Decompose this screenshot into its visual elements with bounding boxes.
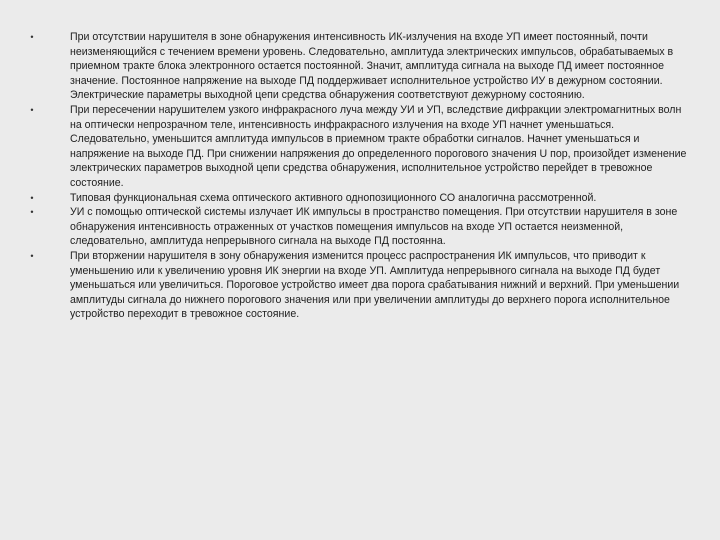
bullet-item (26, 103, 694, 191)
bullet-dot-icon: • (30, 104, 34, 115)
bullet-item (26, 30, 694, 103)
bullet-item (26, 249, 694, 322)
bullet-text: При отсутствии нарушителя в зоне обнаружения интенсивность ИК-излучения на входе УП имеет постоянный, почти неизменяющийся с течением времени уровень. Следовательно, амплитуда электрических импульсов, обрабатываемых в приемном тракте блока электронного остается постоянной. Значит, амплитуда сигнала на выходе ПД имеет постоянное значение. Постоянное напряжение на выходе ПД поддерживает исполнительное устройство ИУ в дежурном состоянии. Электрические параметры выходной цепи средства обнаружения соответствуют дежурному состоянию. (70, 31, 674, 102)
bullet-dot-icon: • (30, 192, 34, 203)
bullet-dot-icon: • (30, 250, 34, 261)
bullet-list (26, 30, 694, 322)
bullet-text: При пересечении нарушителем узкого инфракрасного луча между УИ и УП, вследствие дифракции электромагнитных волн на оптически непрозрачном теле, интенсивность инфракрасного излучения на входе УП начнет уменьшаться. Следовательно, уменьшится амплитуда импульсов в приемном тракте обработки сигналов. Начнет уменьшаться и напряжение на выходе ПД. При снижении напряжения до определенного порогового значения U пор, произойдет изменение электрических параметров выходной цепи средства обнаружения, исполнительное устройство перейдет в тревожное состояние. (70, 103, 687, 189)
bullet-dot-icon: • (30, 32, 34, 42)
bullet-item (26, 205, 694, 249)
bullet-text: УИ с помощью оптической системы излучает ИК импульсы в пространство помещения. При отсутствии нарушителя в зоне обнаружения интенсивность отраженных от участков помещения импульсов на входе УП остается неизменной, следовательно, амплитуда непрерывного сигнала на выходе ПД постоянна. (70, 206, 678, 248)
bullet-dot-icon: • (30, 207, 34, 218)
bullet-text: Типовая функциональная схема оптического активного однопозиционного СО аналогична рассмотренной. (70, 191, 597, 204)
bullet-item (26, 191, 694, 206)
bullet-text: При вторжении нарушителя в зону обнаружения изменится процесс распространения ИК импульсов, что приводит к уменьшению или к увеличению уровня ИК энергии на входе УП. Амплитуда непрерывного сигнала на выходе ПД будет уменьшаться или увеличиться. Пороговое устройство имеет два порога срабатывания нижний и верхний. При уменьшении амплитуды сигнала до нижнего порогового значения или при увеличении амплитуды до верхнего порога исполнительное устройство переходит в тревожное состояние. (70, 249, 680, 321)
